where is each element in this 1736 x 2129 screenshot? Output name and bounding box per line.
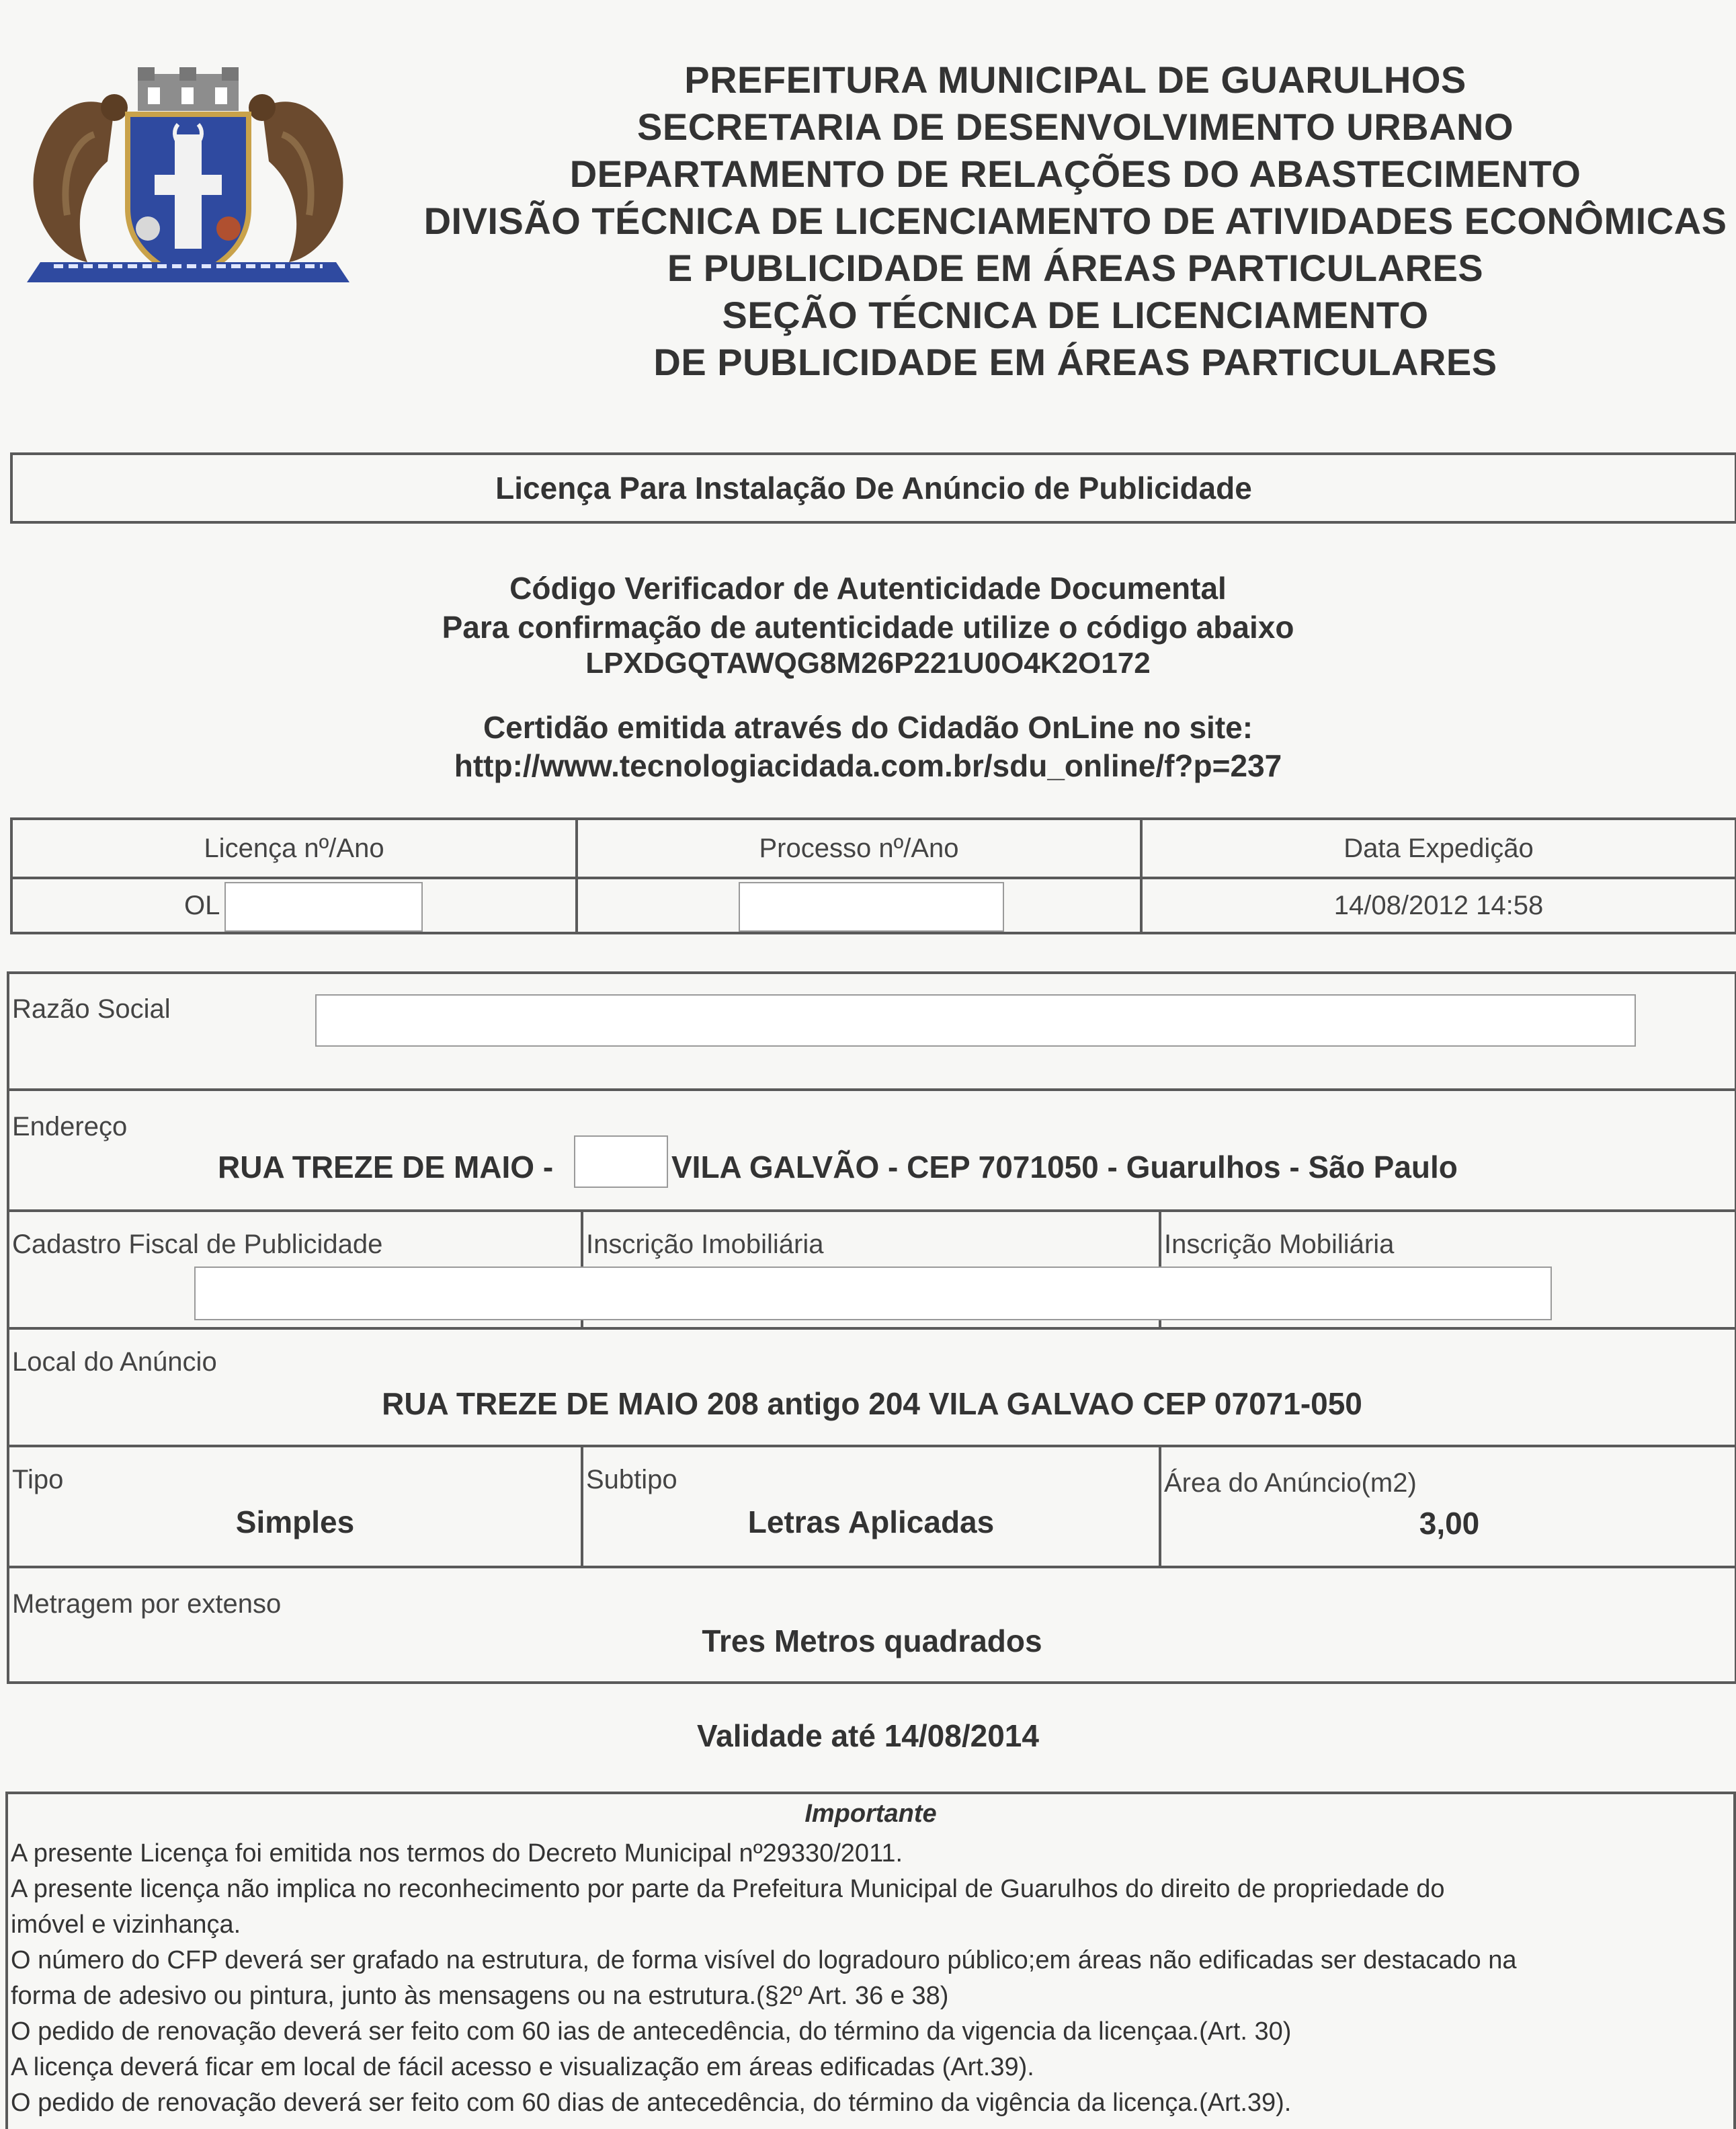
address-value-end: VILA GALVÃO - CEP 7071050 - Guarulhos - São Paulo — [671, 1150, 1458, 1184]
important-note-line: O pedido de renovação deverá ser feito com 60 ias de antecedência, do término da vigencia da licençaa.(Art. 30) — [11, 2017, 1292, 2046]
license-number-value: OL — [13, 879, 578, 932]
type-value: Simples — [235, 1504, 355, 1539]
header-line: SEÇÃO TÉCNICA DE LICENCIAMENTO — [722, 294, 1429, 336]
header-line: SECRETARIA DE DESENVOLVIMENTO URBANO — [636, 106, 1514, 148]
verification-code: LPXDGQTAWQG8M26P221U0O4K2O172 — [585, 647, 1151, 680]
type-label: Tipo — [12, 1465, 64, 1494]
ad-area-label: Área do Anúncio(m2) — [1164, 1468, 1417, 1498]
document-title: Licença Para Instalação De Anúncio de Publicidade — [10, 452, 1736, 524]
licensee-details-table — [7, 971, 1736, 1684]
issuing-authority-header — [417, 56, 1734, 386]
issued-via-text: Certidão emitida através do Cidadão OnLine no site: — [483, 710, 1253, 745]
ad-location-value: RUA TREZE DE MAIO 208 antigo 204 VILA GALVAO CEP 07071-050 — [382, 1386, 1362, 1421]
area-in-words-value: Tres Metros quadrados — [702, 1623, 1042, 1658]
address-label: Endereço — [12, 1112, 128, 1141]
redaction-box — [194, 1267, 1552, 1320]
area-in-words-label: Metragem por extenso — [12, 1589, 282, 1619]
license-number-header: Licença nº/Ano — [13, 820, 578, 877]
redaction-box — [224, 882, 423, 932]
property-registration-label: Inscrição Imobiliária — [586, 1230, 824, 1259]
header-line: DE PUBLICIDADE EM ÁREAS PARTICULARES — [653, 341, 1497, 383]
header-line: DIVISÃO TÉCNICA DE LICENCIAMENTO DE ATIVIDADES ECONÔMICAS — [423, 200, 1727, 242]
redaction-box — [739, 882, 1004, 932]
validity-date: Validade até 14/08/2014 — [697, 1718, 1039, 1753]
header-line: E PUBLICIDADE EM ÁREAS PARTICULARES — [667, 247, 1484, 289]
important-notes-title: Importante — [804, 1800, 937, 1828]
business-registration-label: Inscrição Mobiliária — [1164, 1230, 1395, 1259]
verification-url: http://www.tecnologiacidada.com.br/sdu_online/f?p=237 — [454, 748, 1282, 783]
verification-heading: Código Verificador de Autenticidade Documental — [509, 571, 1227, 606]
important-note-line: O pedido de renovação deverá ser feito com 60 dias de antecedência, do término da vigência da licença.(Art.39). — [11, 2089, 1292, 2117]
address-value-start: RUA TREZE DE MAIO - — [218, 1150, 554, 1184]
process-number-header: Processo nº/Ano — [578, 820, 1143, 877]
important-notes-box — [5, 1792, 1736, 2129]
redaction-box — [315, 994, 1636, 1047]
advertising-tax-registry-label: Cadastro Fiscal de Publicidade — [12, 1230, 383, 1259]
important-note-line: imóvel e vizinhança. — [11, 1911, 241, 1939]
company-name-label: Razão Social — [12, 994, 171, 1024]
important-note-line: O número do CFP deverá ser grafado na estrutura, de forma visível do logradouro público;em áreas não edificadas ser destacado na — [11, 1946, 1517, 1974]
ad-area-value: 3,00 — [1419, 1506, 1480, 1541]
redaction-box — [574, 1135, 668, 1188]
important-note-line: A presente Licença foi emitida nos termos do Decreto Municipal nº29330/2011. — [11, 1839, 903, 1867]
important-note-line: A licença deverá ficar em local de fácil acesso e visualização em áreas edificadas (Art.39). — [11, 2053, 1034, 2081]
subtype-value: Letras Aplicadas — [747, 1504, 995, 1539]
header-line: PREFEITURA MUNICIPAL DE GUARULHOS — [684, 58, 1466, 101]
license-table — [10, 817, 1736, 934]
issue-date-header: Data Expedição — [1344, 833, 1534, 863]
verification-instruction: Para confirmação de autenticidade utilize o código abaixo — [442, 610, 1294, 645]
important-note-line: A presente licença não implica no reconhecimento por parte da Prefeitura Municipal de Guarulhos do direito de propriedade do — [11, 1875, 1445, 1903]
license-table-header-row — [13, 820, 1735, 879]
municipal-coat-of-arms-logo — [13, 61, 363, 289]
header-line: DEPARTAMENTO DE RELAÇÕES DO ABASTECIMENTO — [569, 153, 1581, 195]
ad-location-label: Local do Anúncio — [12, 1347, 217, 1377]
important-note-line: forma de adesivo ou pintura, junto às mensagens ou na estrutura.(§2º Art. 36 e 38) — [11, 1982, 949, 2010]
subtype-label: Subtipo — [586, 1465, 677, 1494]
issue-date-value: 14/08/2012 14:58 — [1333, 890, 1544, 920]
